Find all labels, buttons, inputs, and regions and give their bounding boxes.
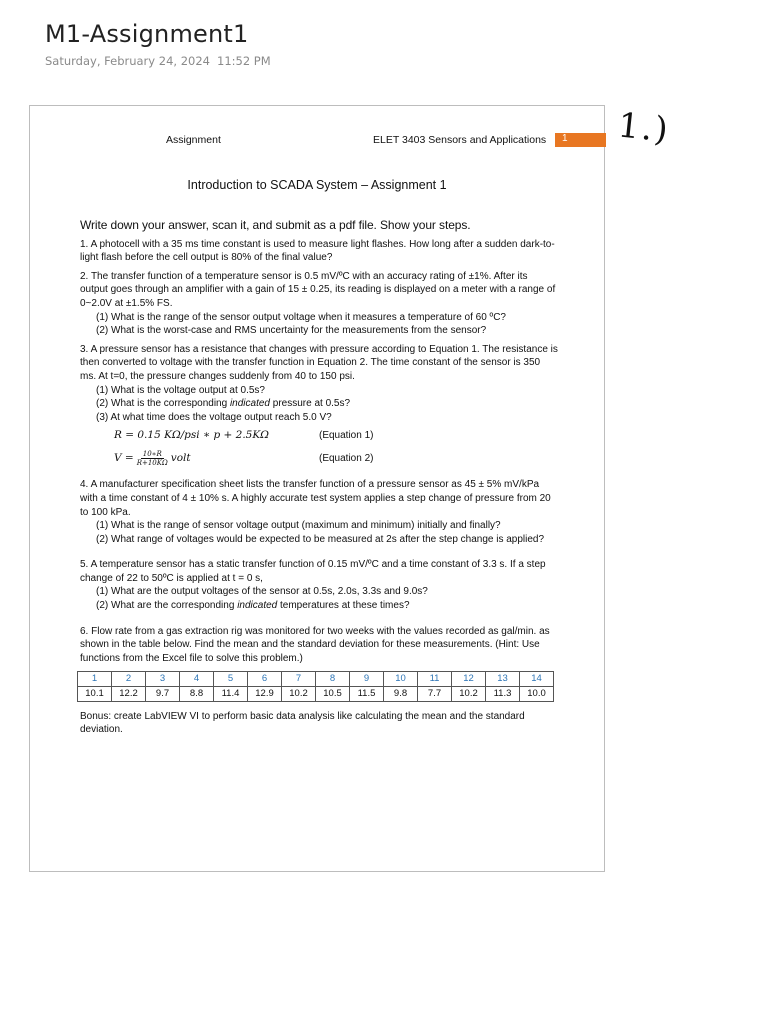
flow-rate-table bbox=[77, 671, 554, 701]
table-cell: 11.5 bbox=[350, 687, 384, 702]
question-3-part-2-em: indicated bbox=[229, 398, 270, 410]
note-date: Saturday, February 24, 2024 bbox=[45, 54, 210, 68]
question-3 bbox=[80, 343, 558, 384]
equation-1-label: (Equation 1) bbox=[319, 429, 374, 441]
note-time: 11:52 PM bbox=[217, 54, 271, 68]
table-cell: 10.5 bbox=[316, 687, 350, 702]
doc-header-right: ELET 3403 Sensors and Applications bbox=[373, 134, 547, 146]
equation-1 bbox=[114, 424, 558, 446]
question-4-part-2: (2) What range of voltages would be expected to be measured at 2s after the step change is applied? bbox=[96, 533, 545, 545]
table-cell: 10 bbox=[384, 672, 418, 687]
doc-header-left: Assignment bbox=[166, 134, 221, 146]
table-cell: 12.2 bbox=[112, 687, 146, 702]
table-cell: 10.2 bbox=[452, 687, 486, 702]
table-cell: 14 bbox=[520, 672, 554, 687]
table-cell: 9 bbox=[350, 672, 384, 687]
doc-header bbox=[30, 134, 604, 148]
question-3-part-1: (1) What is the voltage output at 0.5s? bbox=[96, 384, 265, 396]
equation-2-denominator: R+10KΩ bbox=[136, 458, 168, 467]
question-5: 5. A temperature sensor has a static transfer function of 0.15 mV/ºC and a time constant of 3.3 s. If a step change of 22 to 50ºC is applied at t = 0 s, bbox=[80, 559, 546, 584]
table-cell: 2 bbox=[112, 672, 146, 687]
question-3-part-2-a: (2) What is the corresponding bbox=[96, 398, 230, 410]
page-title: M1-Assignment1 bbox=[45, 20, 249, 48]
table-cell: 10.1 bbox=[78, 687, 112, 702]
question-3-text-c: . The time constant of the sensor is 350 ms. At t=0, the pressure changes suddenly from 40 to 150 psi. bbox=[80, 357, 541, 382]
table-cell: 11.4 bbox=[214, 687, 248, 702]
table-cell: 11.3 bbox=[486, 687, 520, 702]
bonus-question bbox=[80, 710, 558, 737]
question-5-part-2-b: temperatures at these times? bbox=[277, 600, 410, 612]
table-cell: 5 bbox=[214, 672, 248, 687]
bonus-text: create LabVIEW VI to perform basic data analysis like calculating the mean and the standard deviation. bbox=[80, 710, 525, 736]
doc-instruction: Write down your answer, scan it, and submit as a pdf file. Show your steps. bbox=[80, 218, 471, 232]
table-cell: 9.8 bbox=[384, 687, 418, 702]
bonus-label: Bonus: bbox=[80, 710, 112, 722]
table-cell: 11 bbox=[418, 672, 452, 687]
question-3-text-b: . The resistance is then converted to voltage with the transfer function in bbox=[80, 343, 558, 369]
question-3-part-3: (3) At what time does the voltage output reach 5.0 V? bbox=[96, 411, 332, 423]
table-cell: 8 bbox=[316, 672, 350, 687]
question-5-part-1: (1) What are the output voltages of the sensor at 0.5s, 2.0s, 3.3s and 9.0s? bbox=[96, 586, 428, 598]
question-3-eq2-ref: Equation 2 bbox=[317, 357, 366, 369]
question-3-part-2 bbox=[96, 397, 558, 411]
table-cell: 12.9 bbox=[248, 687, 282, 702]
equation-2-label: (Equation 2) bbox=[319, 452, 374, 464]
table-cell: 3 bbox=[146, 672, 180, 687]
table-cell: 10.0 bbox=[520, 687, 554, 702]
question-2-part-1: (1) What is the range of the sensor output voltage when it measures a temperature of 60 ºC? bbox=[96, 311, 506, 323]
equation-1-formula: R = 0.15 KΩ/psi ∗ p + 2.5KΩ bbox=[114, 428, 269, 441]
table-cell: 10.2 bbox=[282, 687, 316, 702]
question-2-text: 2. The transfer function of a temperature sensor is 0.5 mV/ºC with an accuracy rating of ±1%. After its output goes through an amplifier with a gain of 15 ± 0.25, its reading is displayed on a meter with a range of 0~2.0V at ±1.5% FS. bbox=[80, 270, 556, 309]
question-4-part-1: (1) What is the range of sensor voltage output (maximum and minimum) initially and finally? bbox=[96, 520, 501, 532]
table-cell: 13 bbox=[486, 672, 520, 687]
question-2-part-2: (2) What is the worst-case and RMS uncertainty for the measurements from the sensor? bbox=[96, 325, 487, 337]
table-cell: 7.7 bbox=[418, 687, 452, 702]
doc-page-number: 1 bbox=[555, 133, 606, 147]
equation-2-lhs: V = bbox=[114, 451, 134, 464]
table-cell: 1 bbox=[78, 672, 112, 687]
question-1: 1. A photocell with a 35 ms time constant is used to measure light flashes. How long after a sudden dark-to-light flash before the cell output is 80% of the final value? bbox=[80, 238, 555, 264]
question-5-part-2-em: indicated bbox=[237, 600, 278, 612]
handwritten-annotation: 1.) bbox=[616, 105, 672, 151]
equation-2-rhs: volt bbox=[170, 451, 191, 464]
table-cell: 6 bbox=[248, 672, 282, 687]
equation-2 bbox=[114, 446, 558, 470]
question-5-part-2-a: (2) What are the corresponding bbox=[96, 600, 238, 612]
table-row bbox=[78, 687, 554, 702]
table-cell: 9.7 bbox=[146, 687, 180, 702]
table-cell: 8.8 bbox=[180, 687, 214, 702]
doc-body bbox=[80, 219, 558, 742]
table-cell: 7 bbox=[282, 672, 316, 687]
equation-2-numerator: 10∗R bbox=[142, 449, 162, 458]
question-2 bbox=[80, 270, 558, 311]
embedded-document bbox=[29, 105, 605, 872]
table-header-row bbox=[78, 672, 554, 687]
question-5-part-2 bbox=[96, 599, 558, 613]
table-cell: 12 bbox=[452, 672, 486, 687]
question-3-part-2-b: pressure at 0.5s? bbox=[269, 398, 351, 410]
table-cell: 4 bbox=[180, 672, 214, 687]
question-3-eq1-ref: Equation 1 bbox=[429, 343, 477, 355]
question-6: 6. Flow rate from a gas extraction rig was monitored for two weeks with the values recorded as gal/min. as shown in the table below. Find the mean and the standard deviation for these measurements. (Hint: Use functions from the Excel file to solve this problem.) bbox=[80, 625, 550, 664]
question-4: 4. A manufacturer specification sheet lists the transfer function of a pressure sensor as 45 ± 5% mV/kPa with a time constant of 4 ± 10% s. A highly accurate test system applies a step change of pressure from 20 to 100 kPa. bbox=[80, 479, 551, 518]
equation-2-fraction bbox=[137, 450, 168, 467]
doc-title: Introduction to SCADA System – Assignment 1 bbox=[187, 178, 447, 192]
question-3-text-a: 3. A pressure sensor has a resistance that changes with pressure according to bbox=[80, 343, 430, 355]
